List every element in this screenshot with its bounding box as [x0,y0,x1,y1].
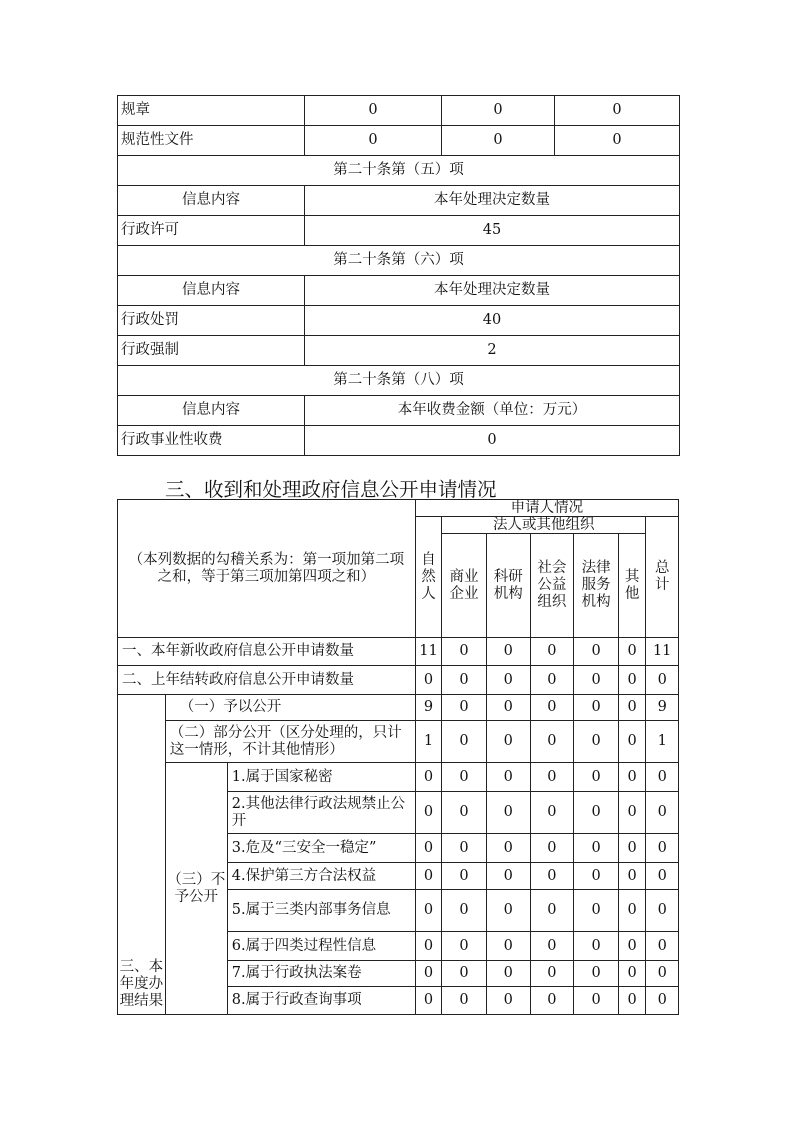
cell-value: 0 [530,763,574,792]
cell-value: 0 [646,763,679,792]
col-other: 其他 [618,534,645,638]
cell-value: 0 [530,961,574,987]
row-value: 2 [305,336,680,366]
cell-value: 0 [646,932,679,961]
col-social-welfare: 社会公益组织 [530,534,574,638]
row-value: 40 [305,306,680,336]
cell-value: 0 [574,961,619,987]
cell-value: 0 [415,932,441,961]
cell-value: 1 [646,721,679,763]
note-cell [118,500,416,638]
cell-value: 0 [415,961,441,987]
cell-value: 0 [618,695,645,721]
cell-value: 0 [618,763,645,792]
cell-value: 0 [530,666,574,695]
row-value: 0 [555,126,680,156]
stats-row [118,216,680,246]
cell-value: 9 [415,695,441,721]
cell-value: 0 [530,863,574,890]
cell-value: 0 [618,792,645,834]
cell-value: 0 [442,987,487,1015]
nondisclosure-reason: 8.属于行政查询事项 [227,987,415,1015]
nondisclosure-reason: 4.保护第三方合法权益 [227,863,415,890]
cell-value: 9 [646,695,679,721]
row-value: 0 [442,96,555,126]
cell-value: 0 [486,961,530,987]
result-label: 三、本年度办理结果 [119,959,164,1009]
cell-value: 0 [442,932,487,961]
cell-value: 11 [646,638,679,666]
row-value: 0 [305,126,442,156]
cell-value: 0 [646,666,679,695]
row-new-label: 一、本年新收政府信息公开申请数量 [118,638,416,666]
col-natural-person: 自然人 [415,517,441,638]
disclosure-stats-table [117,95,680,456]
nondisclosure-reason: 7.属于行政执法案卷 [227,961,415,987]
cell-value: 0 [486,792,530,834]
cell-value: 0 [646,792,679,834]
cell-value: 0 [646,863,679,890]
cell-value: 0 [574,890,619,932]
cell-value: 0 [442,792,487,834]
stats-row [118,126,680,156]
cell-value: 0 [486,763,530,792]
cell-value: 0 [530,890,574,932]
stats-row [118,246,680,276]
row-label: 规范性文件 [118,126,305,156]
note-text: （本列数据的勾稽关系为：第一项加第二项之和，等于第三项加第四项之和） [128,551,405,585]
cell-value: 0 [618,638,645,666]
cell-value: 0 [442,695,487,721]
nondisclosure-reason: 2.其他法律行政法规禁止公开 [227,792,415,834]
cell-value: 0 [530,834,574,863]
cell-value: 0 [442,721,487,763]
col-research: 科研机构 [486,534,530,638]
cell-value: 0 [415,890,441,932]
section-heading: 第二十条第（五）项 [118,156,680,186]
cell-value: 0 [486,695,530,721]
cell-value: 0 [646,961,679,987]
cell-value: 0 [618,834,645,863]
cell-value: 0 [530,932,574,961]
stats-row [118,396,680,426]
cell-value: 1 [415,721,441,763]
col-total: 总计 [646,517,679,638]
cell-value: 0 [530,695,574,721]
row-value: 45 [305,216,680,246]
col-legal-service: 法律服务机构 [574,534,619,638]
row-partial-label: （二）部分公开（区分处理的，只计这一情形，不计其他情形） [165,721,415,763]
cell-value: 0 [574,792,619,834]
stats-row [118,306,680,336]
column-header: 信息内容 [118,186,305,216]
row-value: 0 [305,426,680,456]
cell-value: 0 [415,834,441,863]
cell-value: 0 [486,638,530,666]
nondisclosure-label: （三）不予公开 [167,871,226,905]
section3-title: 三、收到和处理政府信息公开申请情况 [165,478,497,501]
cell-value: 0 [486,666,530,695]
nondisclosure-reason: 5.属于三类内部事务信息 [227,890,415,932]
cell-value: 0 [618,890,645,932]
cell-value: 0 [442,638,487,666]
cell-value: 0 [415,863,441,890]
stats-row [118,186,680,216]
cell-value: 0 [415,792,441,834]
nondisclosure-reason: 6.属于四类过程性信息 [227,932,415,961]
nondisclosure-row [118,763,679,792]
cell-value: 0 [442,863,487,890]
cell-value: 0 [574,987,619,1015]
cell-value: 0 [442,834,487,863]
section-heading: 第二十条第（八）项 [118,366,680,396]
cell-value: 0 [530,721,574,763]
cell-value: 0 [574,834,619,863]
legal-group-header: 法人或其他组织 [442,517,646,534]
application-handling-table [117,499,679,1015]
cell-value: 0 [646,890,679,932]
column-header: 本年处理决定数量 [305,186,680,216]
nondisclosure-reason: 3.危及“三安全一稳定” [227,834,415,863]
column-header: 本年处理决定数量 [305,276,680,306]
row-value: 0 [442,126,555,156]
cell-value: 0 [618,961,645,987]
cell-value: 0 [442,763,487,792]
cell-value: 0 [574,666,619,695]
stats-row [118,426,680,456]
cell-value: 0 [574,721,619,763]
col-business: 商业企业 [442,534,487,638]
cell-value: 11 [415,638,441,666]
cell-value: 0 [530,987,574,1015]
cell-value: 0 [574,763,619,792]
cell-value: 0 [574,863,619,890]
row-label: 行政处罚 [118,306,305,336]
cell-value: 0 [442,890,487,932]
cell-value: 0 [530,792,574,834]
column-header: 信息内容 [118,276,305,306]
cell-value: 0 [486,890,530,932]
row-carry-label: 二、上年结转政府信息公开申请数量 [118,666,416,695]
cell-value: 0 [415,987,441,1015]
cell-value: 0 [574,695,619,721]
stats-row [118,366,680,396]
cell-value: 0 [574,638,619,666]
stats-row [118,276,680,306]
applicant-header: 申请人情况 [415,500,678,517]
row-label: 行政事业性收费 [118,426,305,456]
cell-value: 0 [530,638,574,666]
nondisclosure-reason: 1.属于国家秘密 [227,763,415,792]
cell-value: 0 [415,666,441,695]
result-label-cell [118,695,166,1015]
section-heading: 第二十条第（六）项 [118,246,680,276]
stats-row [118,96,680,126]
cell-value: 0 [486,834,530,863]
stats-row [118,336,680,366]
cell-value: 0 [486,863,530,890]
row-value: 0 [305,96,442,126]
cell-value: 0 [574,932,619,961]
column-header: 信息内容 [118,396,305,426]
nondisclosure-group-cell [165,763,227,1015]
row-label: 行政强制 [118,336,305,366]
cell-value: 0 [618,721,645,763]
cell-value: 0 [646,834,679,863]
row-public-label: （一）予以公开 [165,695,415,721]
stats-row [118,156,680,186]
cell-value: 0 [442,666,487,695]
cell-value: 0 [486,987,530,1015]
cell-value: 0 [486,932,530,961]
cell-value: 0 [486,721,530,763]
row-value: 0 [555,96,680,126]
cell-value: 0 [618,666,645,695]
cell-value: 0 [618,932,645,961]
row-label: 规章 [118,96,305,126]
cell-value: 0 [618,987,645,1015]
column-header: 本年收费金额（单位：万元） [305,396,680,426]
cell-value: 0 [442,961,487,987]
cell-value: 0 [415,763,441,792]
row-label: 行政许可 [118,216,305,246]
cell-value: 0 [618,863,645,890]
cell-value: 0 [646,987,679,1015]
